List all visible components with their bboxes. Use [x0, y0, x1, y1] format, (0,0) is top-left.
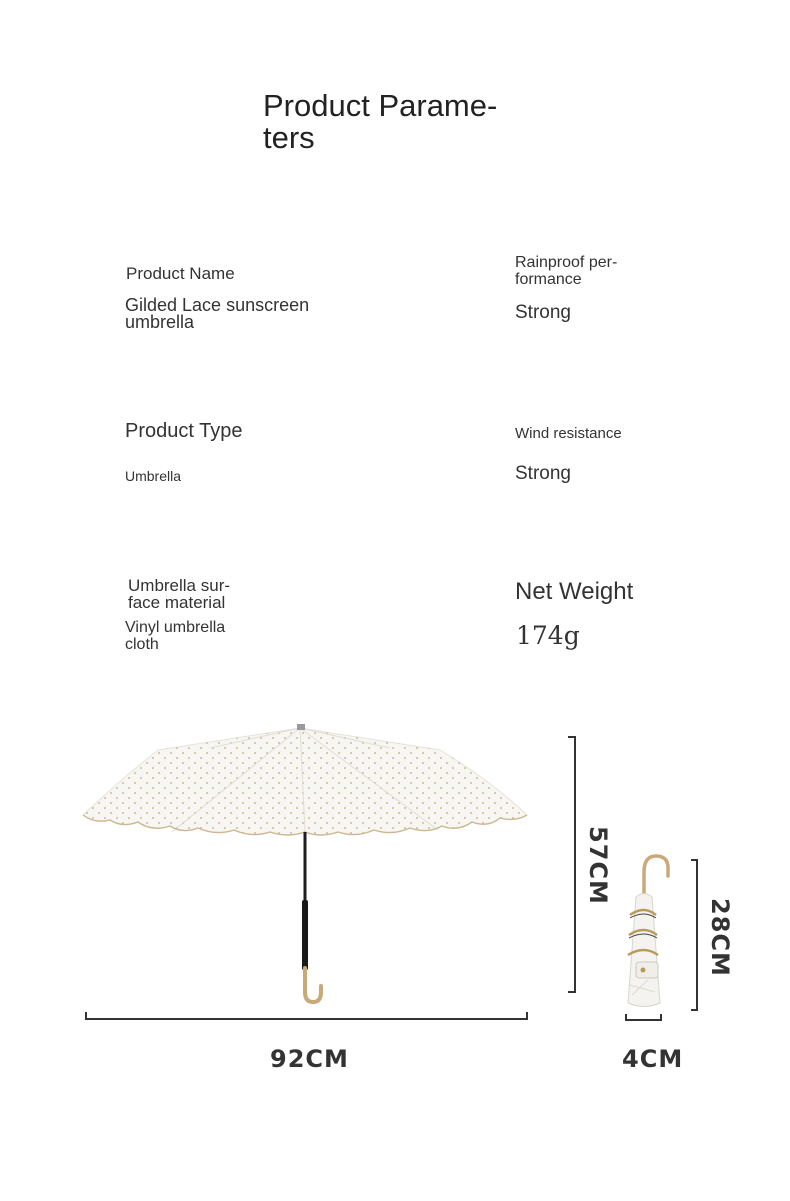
folded-width-label: 4CM [622, 1045, 684, 1073]
product-name-value: Gilded Lace sunscreen umbrella [125, 295, 310, 332]
rainproof-label: Rainproof per- formance [515, 254, 618, 288]
folded-height-label: 28CM [706, 898, 734, 977]
material-label: Umbrella sur- face material [128, 576, 231, 612]
material-value: Vinyl umbrella cloth [125, 619, 226, 653]
wind-resistance-label: Wind resistance [515, 425, 622, 442]
rainproof-value: Strong [515, 302, 571, 323]
page-title: Product Parame- ters [263, 88, 498, 155]
product-name-label: Product Name [126, 264, 235, 283]
open-height-label: 57CM [584, 826, 612, 905]
net-weight-label: Net Weight [515, 578, 634, 605]
open-width-label: 92CM [270, 1045, 349, 1073]
wind-resistance-value: Strong [515, 463, 571, 484]
open-umbrella [83, 724, 527, 1002]
product-type-value: Umbrella [125, 468, 182, 484]
net-weight-value: 174g [516, 621, 580, 650]
product-type-label: Product Type [125, 420, 243, 442]
folded-umbrella [628, 856, 668, 1007]
